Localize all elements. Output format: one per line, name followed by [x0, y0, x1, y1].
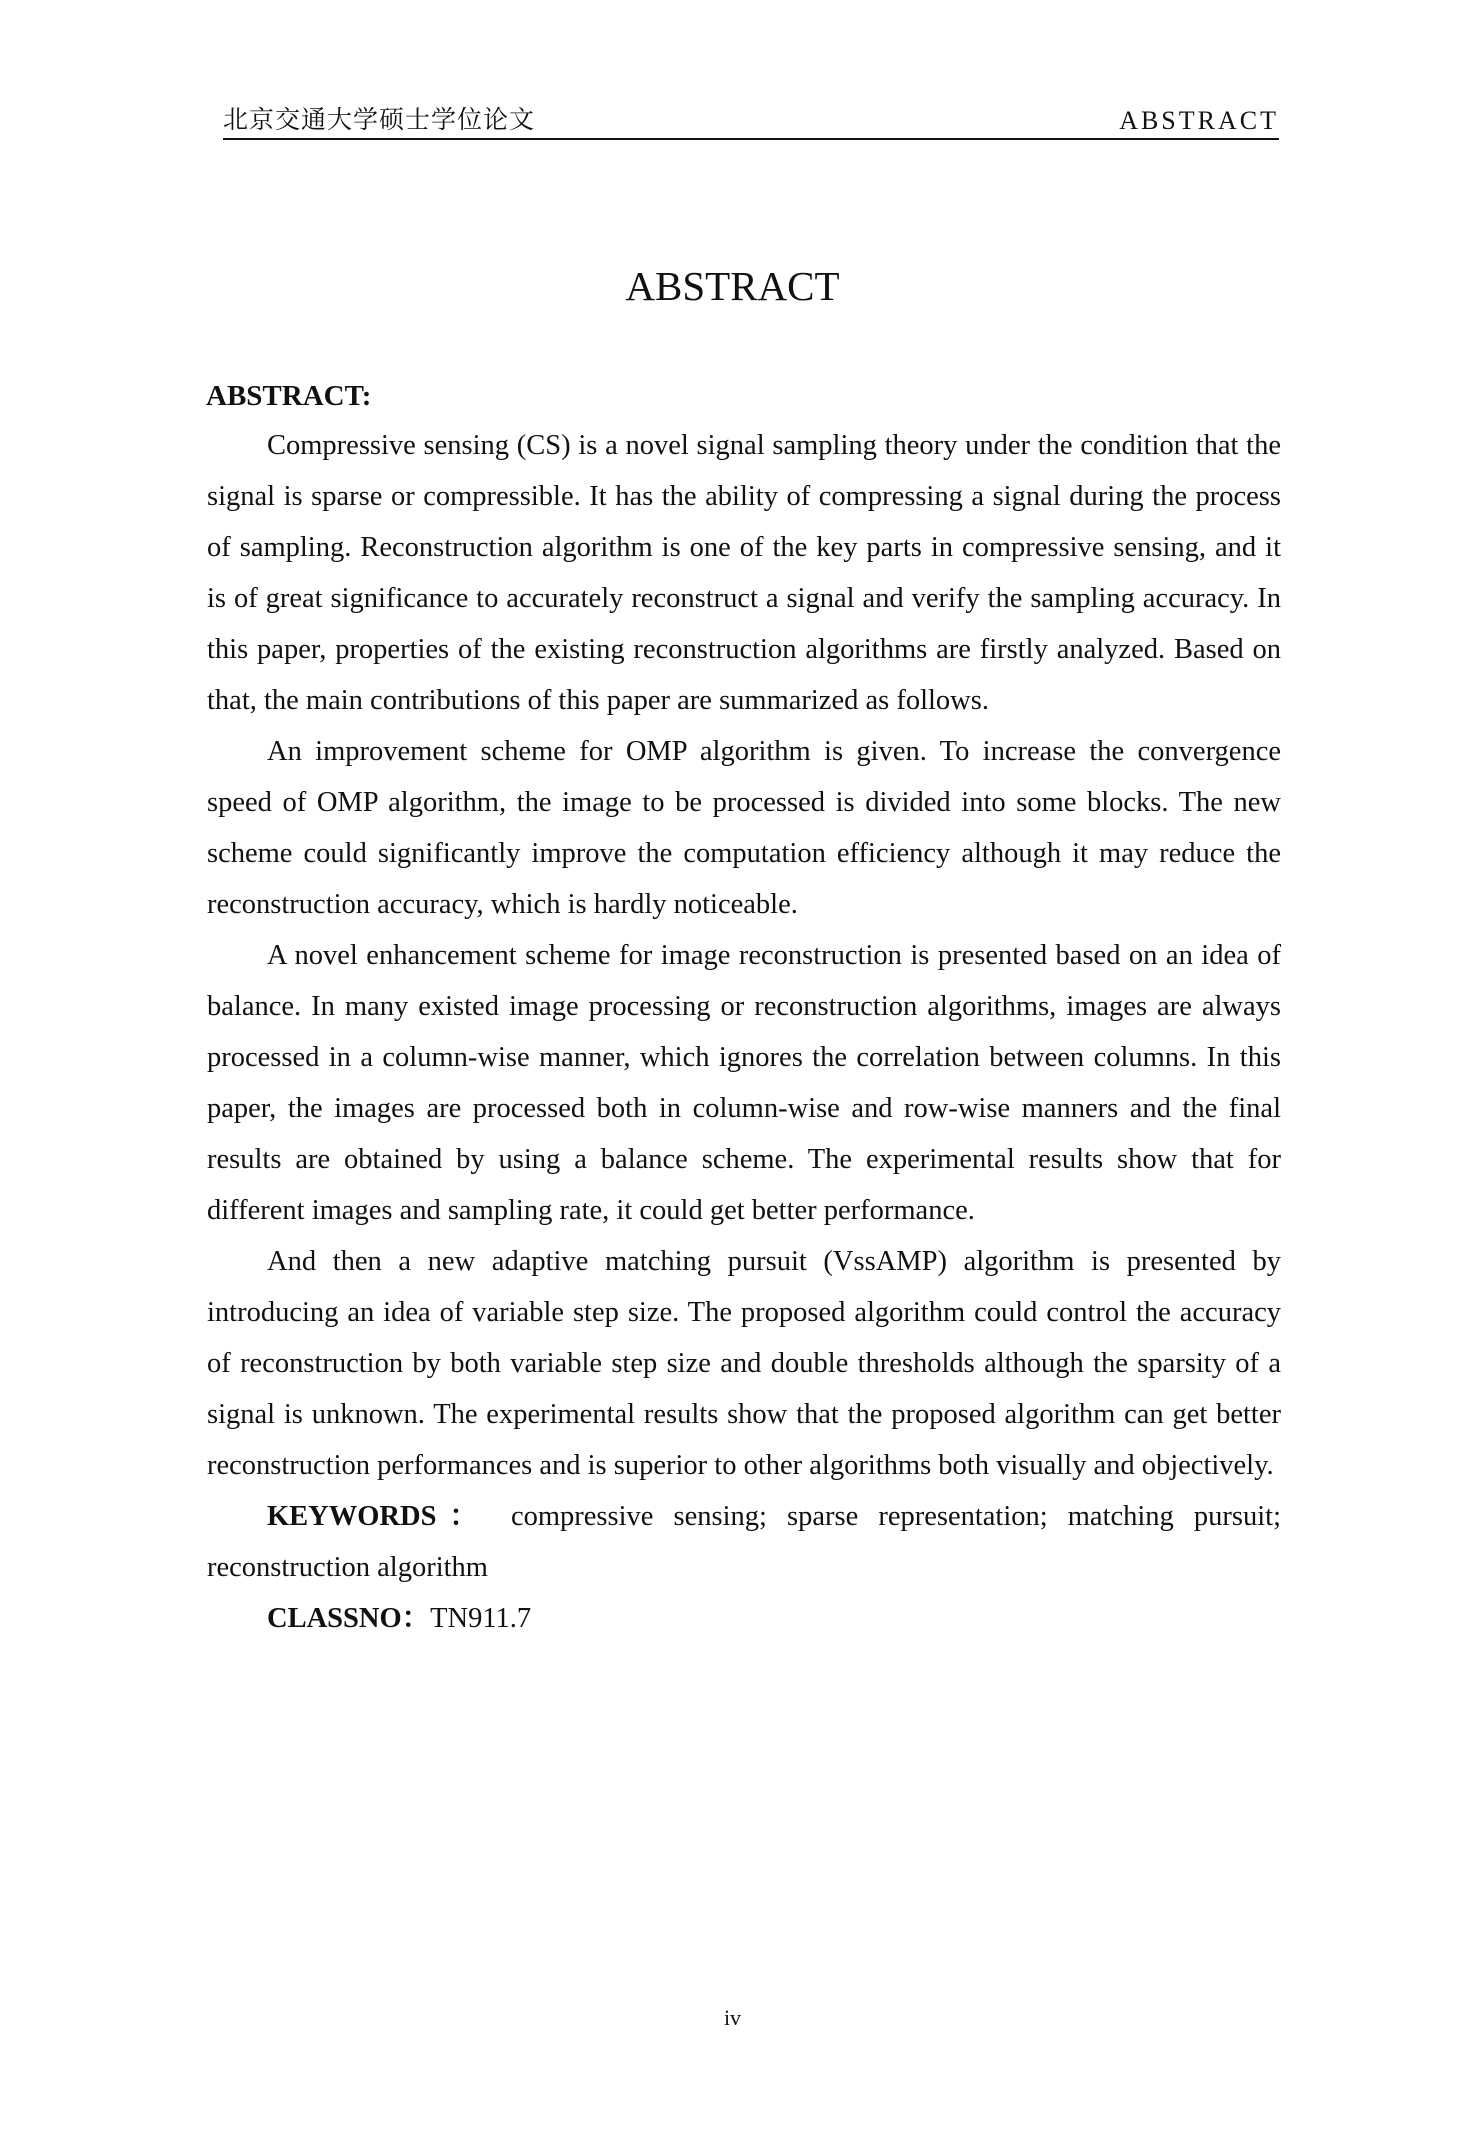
abstract-paragraph: A novel enhancement scheme for image reconstruction is presented based on an idea of balance. In many existed image processing or reconstruction algorithms, images are always processed in a column-wise manner, which ignores the correlation between columns. In this paper, the images are processed both in column-wise and row-wise manners and the final results are obtained by using a balance scheme. The experimental results show that for different images and sampling rate, it could get better performance.: [207, 940, 1281, 1226]
classno-label: CLASSNO：: [267, 1603, 431, 1634]
keywords-text: compressive sensing; sparse representation; matching pursuit; reconstruction algorithm: [207, 1501, 1281, 1583]
page-number: iv: [723, 2005, 742, 2030]
page-title: ABSTRACT: [625, 263, 840, 309]
abstract-label: ABSTRACT:: [206, 380, 372, 412]
classno-line: [207, 1593, 1281, 1644]
header-thesis-title: 北京交通大学硕士学位论文: [223, 105, 536, 134]
abstract-paragraph: Compressive sensing (CS) is a novel signal sampling theory under the condition that the signal is sparse or compressible. It has the ability of compressing a signal during the process of sampling. Reconstruction algorithm is one of the key parts in compressive sensing, and it is of great significance to accurately reconstruct a signal and verify the sampling accuracy. In this paper, properties of the existing reconstruction algorithms are firstly analyzed. Based on that, the main contributions of this paper are summarized as follows.: [207, 430, 1281, 716]
classno-value: TN911.7: [430, 1603, 532, 1634]
header-section-name: ABSTRACT: [1119, 106, 1279, 135]
abstract-paragraph: An improvement scheme for OMP algorithm is given. To increase the convergence speed of OMP algorithm, the image to be processed is divided into some blocks. The new scheme could significantly improve the computation efficiency although it may reduce the reconstruction accuracy, which is hardly noticeable.: [207, 736, 1281, 920]
abstract-paragraph: And then a new adaptive matching pursuit (VssAMP) algorithm is presented by introducing an idea of variable step size. The proposed algorithm could control the accuracy of reconstruction by both variable step size and double thresholds although the sparsity of a signal is unknown. The experimental results show that the proposed algorithm can get better reconstruction performances and is superior to other algorithms both visually and objectively.: [207, 1246, 1281, 1481]
keywords-label: KEYWORDS：: [267, 1501, 491, 1532]
keywords-line: [207, 1491, 1281, 1593]
running-header: [223, 102, 1279, 140]
abstract-body: [207, 420, 1281, 1644]
